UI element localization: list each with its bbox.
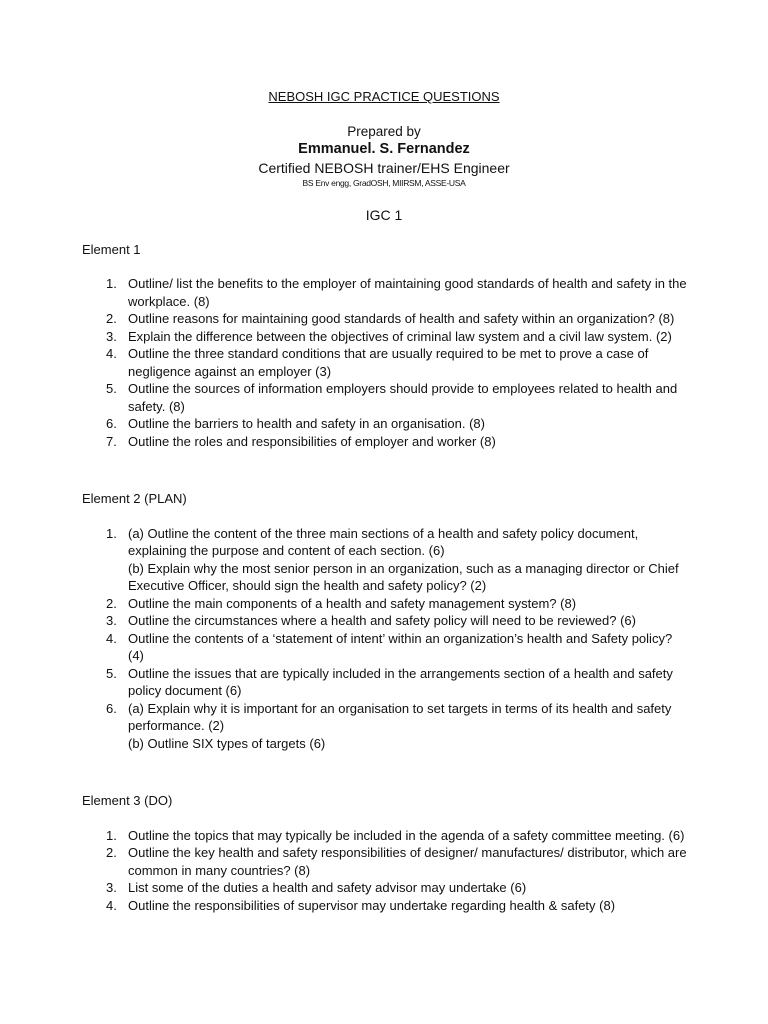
question-text: (a) Explain why it is important for an organisation to set targets in terms of its health and safety [128,700,672,716]
question-number: 5. [106,665,117,681]
question-text: Outline the sources of information employers should provide to employees related to health and [128,381,678,396]
document-title: NEBOSH IGC PRACTICE QUESTIONS [268,89,500,104]
question-number: 3. [106,613,117,628]
question-text: (b) Outline SIX types of targets (6) [128,735,326,751]
question-item [82,380,720,415]
question-text: Outline the topics that may typically be included in the agenda of a safety committee meeting. (6) [128,827,685,843]
question-text: Outline the responsibilities of supervisor may undertake regarding health & safety (8) [128,897,616,913]
question-number: 2. [106,311,117,326]
element-1-question-list [82,275,720,450]
question-text: List some of the duties a health and safety advisor may undertake (6) [128,880,527,895]
element-1-heading: Element 1 [82,241,141,257]
question-text: Outline the barriers to health and safety in an organisation. (8) [128,416,485,431]
question-text: explaining the purpose and content of each section. (6) [128,543,445,558]
element-2-question-list [82,525,720,753]
question-number: 5. [106,381,117,396]
element-3-question-list [82,827,720,915]
question-number: 1. [106,276,117,291]
question-text: Explain the difference between the objectives of criminal law system and a civil law system. (2) [128,328,672,344]
question-item [82,433,720,451]
document-header [82,88,686,225]
question-number: 7. [106,433,117,449]
question-text: (a) Outline the content of the three main sections of a health and safety policy document, [128,525,639,541]
question-text: Outline the circumstances where a health and safety policy will need to be reviewed? (6) [128,613,636,628]
section-title: IGC 1 [365,207,403,223]
author-name: Emmanuel. S. Fernandez [298,141,470,157]
element-2-heading: Element 2 (PLAN) [82,491,187,506]
question-number: 4. [106,630,117,646]
question-number: 4. [106,346,117,361]
question-item [82,827,720,845]
question-text: workplace. (8) [128,293,210,309]
question-text: negligence against an employer (3) [128,363,332,379]
question-text: Outline the key health and safety responsibilities of designer/ manufactures/ distributor, which are [128,845,687,860]
question-item [82,328,720,346]
question-text: Outline/ list the benefits to the employer of maintaining good standards of health and safety in the [128,276,687,291]
question-item [82,630,720,665]
question-text: Executive Officer, should sign the health and safety policy? (2) [128,578,487,593]
question-item [82,345,720,380]
question-item [82,415,720,433]
question-number: 2. [106,845,117,860]
question-text: (4) [128,648,144,663]
question-item [82,525,720,595]
question-number: 1. [106,525,117,541]
question-item [82,879,720,897]
question-item [82,897,720,915]
question-number: 4. [106,897,117,913]
question-text: Outline the contents of a ‘statement of intent’ within an organization’s health and Safety policy? [128,630,673,646]
prepared-by-label: Prepared by [347,123,421,139]
question-text: Outline the three standard conditions that are usually required to be met to prove a case of [128,346,649,361]
question-number: 3. [106,880,117,895]
question-item [82,665,720,700]
question-text: Outline reasons for maintaining good standards of health and safety within an organization? (8) [128,311,675,326]
question-item [82,275,720,310]
question-item [82,595,720,613]
question-item [82,612,720,630]
question-number: 3. [106,328,117,344]
question-text: common in many countries? (8) [128,862,311,878]
question-item [82,844,720,879]
element-3-heading: Element 3 (DO) [82,793,173,808]
question-number: 6. [106,416,117,431]
question-text: (b) Explain why the most senior person in an organization, such as a managing director or Chief [128,560,679,576]
question-number: 2. [106,595,117,611]
question-text: safety. (8) [128,398,185,414]
question-number: 6. [106,700,117,716]
question-text: Outline the main components of a health and safety management system? (8) [128,595,577,611]
question-text: Outline the roles and responsibilities of employer and worker (8) [128,433,496,449]
question-text: policy document (6) [128,683,242,698]
question-text: Outline the issues that are typically included in the arrangements section of a health and safety [128,665,673,681]
author-credentials: BS Env engg, GradOSH, MIIRSM, ASSE-USA [302,178,466,188]
question-number: 1. [106,827,117,843]
question-text: performance. (2) [128,718,225,733]
question-item [82,700,720,753]
author-role: Certified NEBOSH trainer/EHS Engineer [258,160,510,176]
question-item [82,310,720,328]
